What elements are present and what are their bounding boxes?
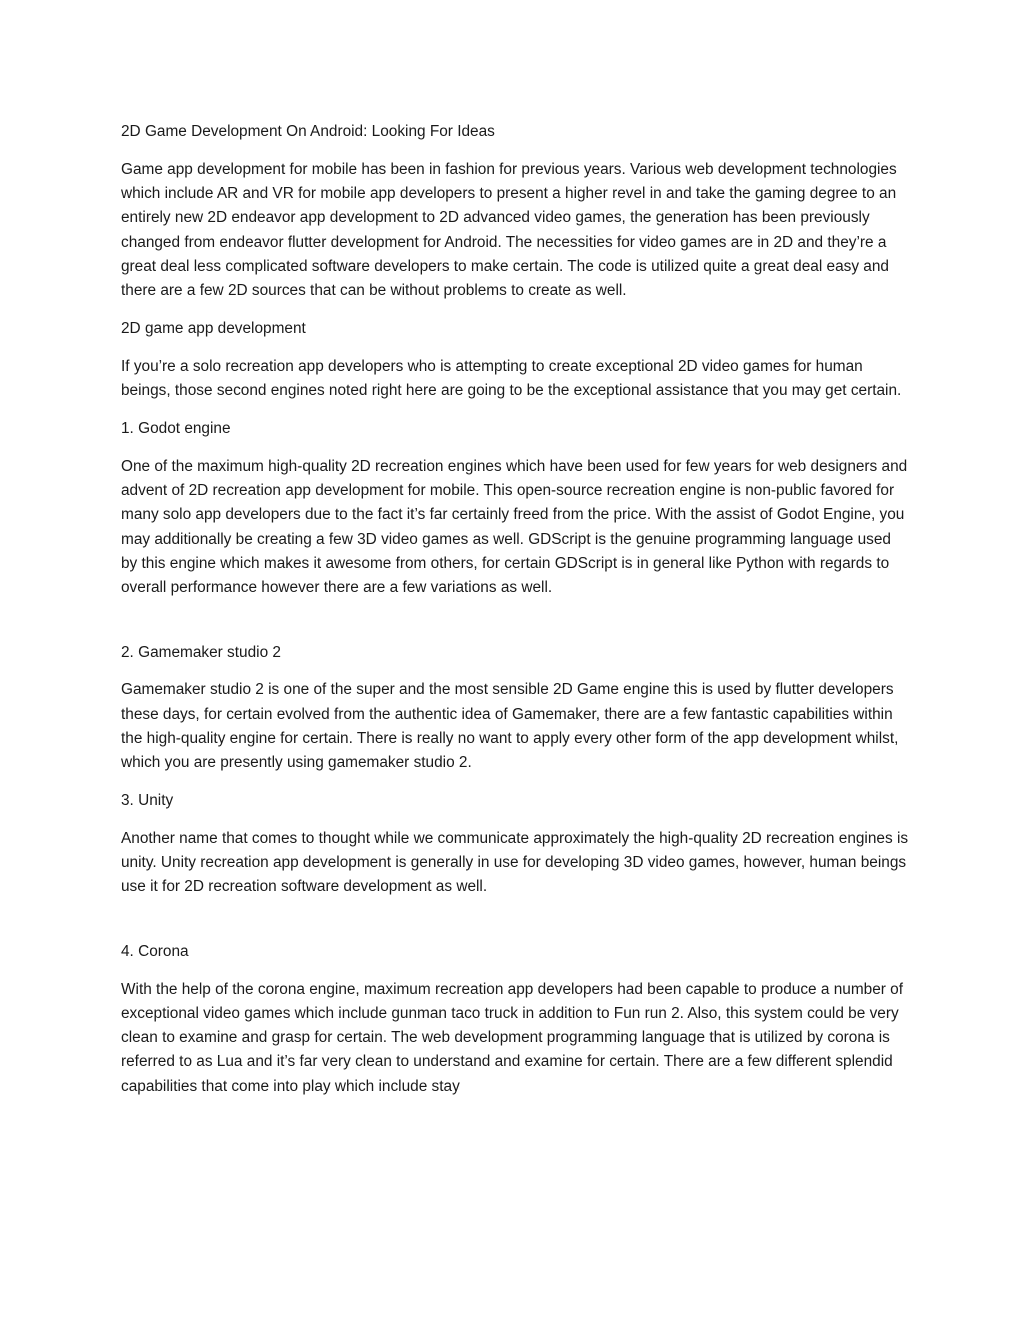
document-title: 2D Game Development On Android: Looking For Ideas	[121, 123, 495, 140]
section-heading-2d-game-app-development: 2D game app development	[121, 320, 306, 338]
section-heading-godot-engine: 1. Godot engine	[121, 419, 231, 437]
section-heading-unity: 3. Unity	[121, 792, 174, 810]
section-heading-gamemaker-studio-2: 2. Gamemaker studio 2	[121, 643, 281, 661]
section-heading-corona: 4. Corona	[121, 942, 189, 960]
paragraph-godot-engine: One of the maximum high-quality 2D recreation engines which have been used for few years for web designers and advent of 2D recreation app development for mobile. This open-source recreation engine is non-public favored for many solo app developers due to the fact it’s far certainly freed from the price. With the assist of Godot Engine, you may additionally be creating a few 3D video games as well. GDScript is the genuine programming language used by this engine which makes it awesome from others, for certain GDScript is in general like Python with regards to overall performance however there are a few variations as well.	[121, 457, 908, 597]
paragraph-solo-developers: If you’re a solo recreation app developers who is attempting to create exceptional 2D video games for human beings, those second engines noted right here are going to be the exceptional assistance that you may get certain.	[121, 357, 902, 400]
paragraph-gamemaker-studio-2: Gamemaker studio 2 is one of the super and the most sensible 2D Game engine this is used by flutter developers these days, for certain evolved from the authentic idea of Gamemaker, there are a few fantastic capabilities within the high-quality engine for certain. There is really no want to apply every other form of the app development whilst, which you are presently using gamemaker studio 2.	[121, 681, 899, 772]
paragraph-intro: Game app development for mobile has been in fashion for previous years. Various web development technologies which include AR and VR for mobile app developers to present a higher revel in and take the gaming degree to an entirely new 2D endeavor app development to 2D advanced video games, the generation has been previously changed from endeavor flutter development for Android. The necessities for video games are in 2D and they’re a great deal less complicated software developers to make certain. The code is utilized quite a great deal easy and there are a few 2D sources that can be without problems to create as well.	[121, 160, 897, 300]
paragraph-unity: Another name that comes to thought while we communicate approximately the high-quality 2D recreation engines is unity. Unity recreation app development is generally in use for developing 3D video games, however, human beings use it for 2D recreation software development as well.	[121, 829, 909, 896]
document-body	[121, 120, 911, 1113]
paragraph-corona: With the help of the corona engine, maximum recreation app developers had been capable to produce a number of exceptional video games which include gunman taco truck in addition to Fun run 2. Also, this system could be very clean to examine and grasp for certain. The web development programming language that is utilized by corona is referred to as Lua and it’s far very clean to understand and examine for certain. There are a few different splendid capabilities that come into play which include stay	[121, 980, 903, 1095]
